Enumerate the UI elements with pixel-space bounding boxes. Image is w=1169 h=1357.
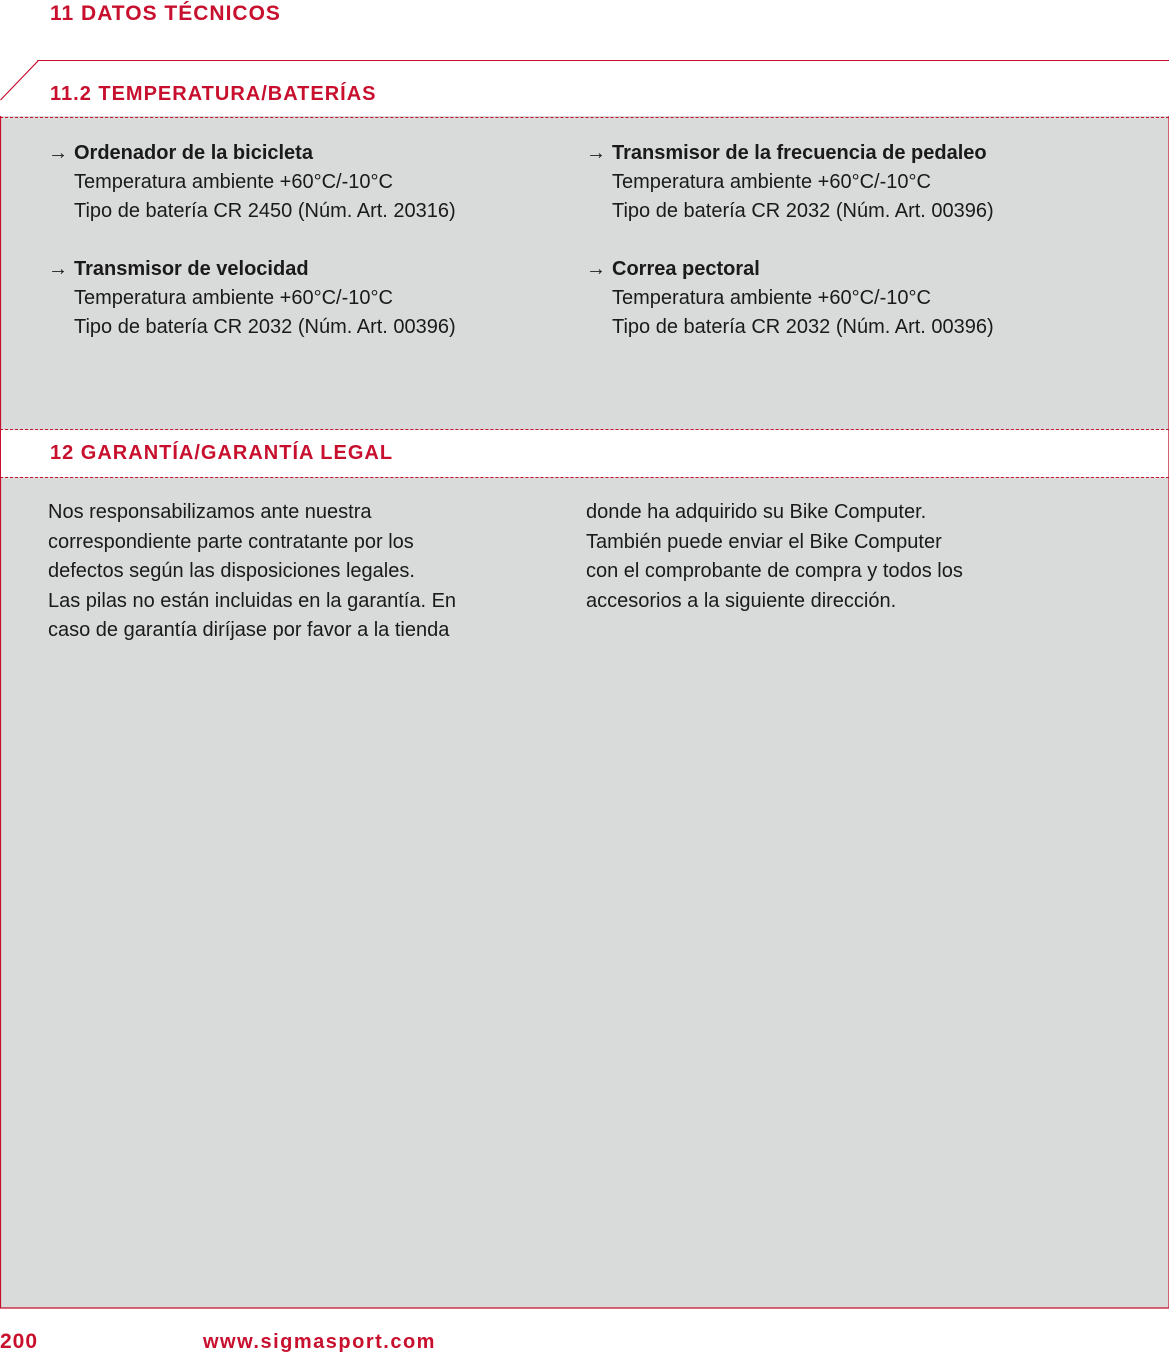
header-corner bbox=[0, 61, 40, 101]
page-number: 200 bbox=[0, 1330, 39, 1353]
warranty-text-col2: donde ha adquirido su Bike Computer. También puede enviar el Bike Computer con el comprobante de compra y todos los accesorios a la siguiente dirección. bbox=[586, 501, 963, 612]
panel-background bbox=[0, 60, 1169, 1310]
divider bbox=[0, 477, 1169, 478]
arrow-right-icon: → bbox=[48, 258, 68, 280]
section-temp-title: 11.2 TEMPERATURA/BATERÍAS bbox=[50, 83, 377, 105]
warranty-text-col1: Nos responsabilizamos ante nuestra correspondiente parte contratante por los defectos según las disposiciones legales. Las pilas no están incluidas en la garantía. En caso de garantía diríjase por favor a la tienda bbox=[48, 501, 457, 641]
arrow-right-icon: → bbox=[586, 258, 606, 280]
content-panel bbox=[0, 60, 1169, 1310]
chapter-title: 11 DATOS TÉCNICOS bbox=[50, 2, 281, 25]
arrow-right-icon: → bbox=[586, 142, 606, 164]
spec-item-chest-strap: → Correa pectoral Temperatura ambiente +60°C/-10°C Tipo de batería CR 2032 (Núm. Art. 00396) bbox=[586, 255, 994, 342]
divider bbox=[0, 117, 1169, 118]
spec-item-cadence-transmitter: → Transmisor de la frecuencia de pedaleo Temperatura ambiente +60°C/-10°C Tipo de batería CR 2032 (Núm. Art. 00396) bbox=[586, 139, 994, 226]
arrow-right-icon: → bbox=[48, 142, 68, 164]
spec-item-bike-computer: → Ordenador de la bicicleta Temperatura ambiente +60°C/-10°C Tipo de batería CR 2450 (Núm. Art. 20316) bbox=[48, 139, 456, 226]
section-temp-header bbox=[0, 61, 1169, 116]
section-warranty-header bbox=[1, 430, 1168, 477]
footer-url[interactable]: www.sigmasport.com bbox=[203, 1331, 436, 1353]
spec-item-speed-transmitter: → Transmisor de velocidad Temperatura ambiente +60°C/-10°C Tipo de batería CR 2032 (Núm. Art. 00396) bbox=[48, 255, 456, 342]
section-warranty-title: 12 GARANTÍA/GARANTÍA LEGAL bbox=[50, 442, 394, 464]
